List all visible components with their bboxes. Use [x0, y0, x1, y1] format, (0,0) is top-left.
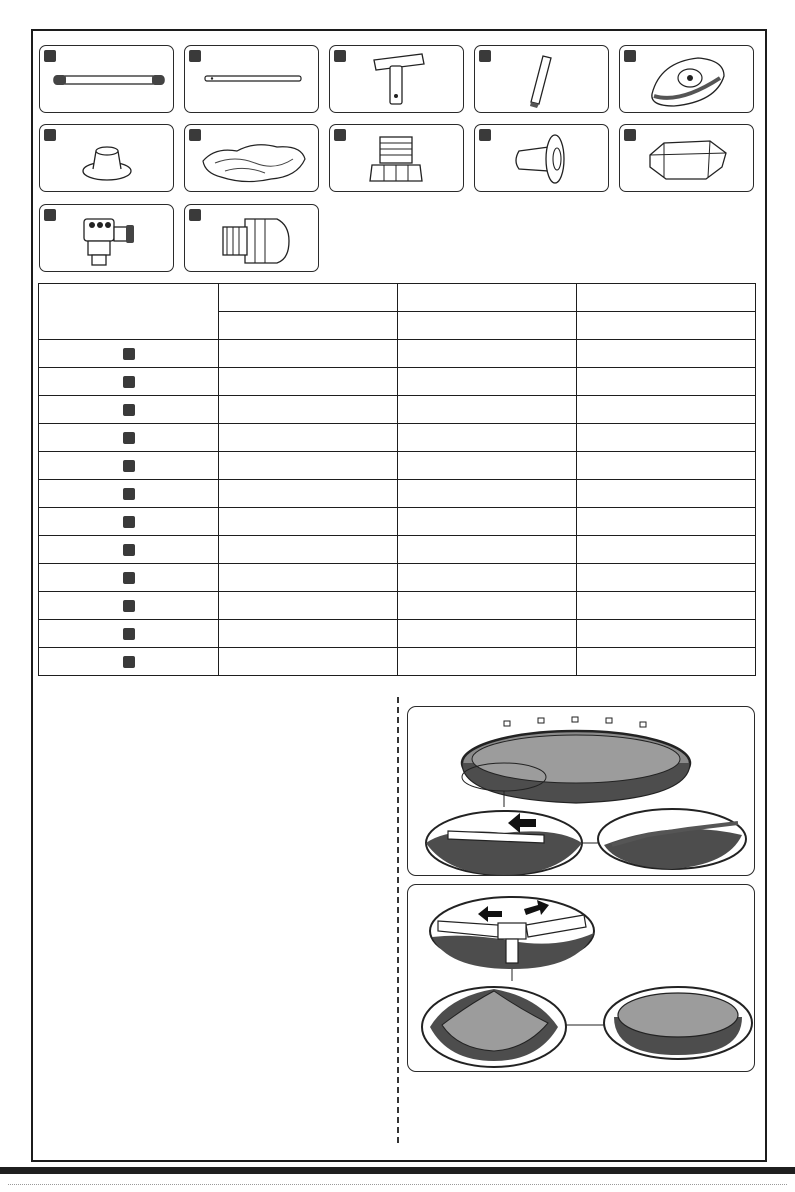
part-number-badge: [123, 348, 135, 360]
leg-cap-icon: [620, 46, 753, 112]
row-ref-cell: [39, 424, 219, 452]
table-header-main: [39, 284, 219, 340]
table-cell: [398, 480, 577, 508]
step-2-illustration: [407, 884, 755, 1072]
ground-cloth-icon: [185, 125, 318, 191]
washer-ring-icon: [40, 125, 173, 191]
table-cell: [219, 340, 398, 368]
part-washer-ring: [39, 124, 174, 192]
drain-valve-icon: [40, 205, 173, 271]
table-column-subhead: [219, 312, 398, 340]
part-drain-valve: [39, 204, 174, 272]
table-cell: [398, 592, 577, 620]
table-cell: [577, 564, 756, 592]
part-number-badge: [123, 572, 135, 584]
part-number-badge: [123, 544, 135, 556]
part-ground-cloth: [184, 124, 319, 192]
step-1-illustration: [407, 706, 755, 876]
hex-nut-icon: [620, 125, 753, 191]
table-cell: [398, 508, 577, 536]
part-number-badge: [123, 516, 135, 528]
table-row: [39, 424, 756, 452]
table-cell: [398, 536, 577, 564]
row-ref-cell: [39, 396, 219, 424]
table-header-row: [39, 284, 756, 312]
table-cell: [577, 368, 756, 396]
part-long-pipe: [39, 45, 174, 113]
table-column-subhead: [577, 312, 756, 340]
row-ref-cell: [39, 480, 219, 508]
row-ref-cell: [39, 648, 219, 676]
part-number-badge: [123, 460, 135, 472]
long-pipe-icon: [40, 46, 173, 112]
part-number-badge: [123, 376, 135, 388]
part-t-joint: [329, 45, 464, 113]
table-row: [39, 620, 756, 648]
page-cut-line: [8, 1184, 787, 1185]
table-cell: [577, 340, 756, 368]
table-cell: [398, 368, 577, 396]
table-cell: [219, 620, 398, 648]
table-cell: [577, 508, 756, 536]
table-cell: [398, 424, 577, 452]
table-cell: [577, 396, 756, 424]
table-row: [39, 396, 756, 424]
row-ref-cell: [39, 340, 219, 368]
thin-rod-icon: [185, 46, 318, 112]
part-number-badge: [123, 656, 135, 668]
table-row: [39, 536, 756, 564]
strainer-connector-icon: [330, 125, 463, 191]
table-cell: [398, 564, 577, 592]
table-cell: [219, 648, 398, 676]
page-bottom-rule: [0, 1167, 795, 1174]
table-cell: [219, 592, 398, 620]
part-thin-rod: [184, 45, 319, 113]
table-row: [39, 508, 756, 536]
table-cell: [577, 620, 756, 648]
row-ref-cell: [39, 508, 219, 536]
table-cell: [577, 452, 756, 480]
part-leg-cap: [619, 45, 754, 113]
part-hex-nut: [619, 124, 754, 192]
column-divider: [397, 697, 399, 1143]
table-row: [39, 648, 756, 676]
table-column-head: [398, 284, 577, 312]
threaded-fitting-icon: [185, 205, 318, 271]
part-strainer-connector: [329, 124, 464, 192]
table-row: [39, 564, 756, 592]
row-ref-cell: [39, 620, 219, 648]
table-row: [39, 452, 756, 480]
row-ref-cell: [39, 368, 219, 396]
row-ref-cell: [39, 592, 219, 620]
table-cell: [398, 648, 577, 676]
part-sleeve-flange: [474, 124, 609, 192]
pin-icon: [475, 46, 608, 112]
table-cell: [577, 424, 756, 452]
sleeve-flange-icon: [475, 125, 608, 191]
table-row: [39, 480, 756, 508]
part-number-badge: [123, 404, 135, 416]
table-column-head: [577, 284, 756, 312]
table-cell: [398, 620, 577, 648]
row-ref-cell: [39, 536, 219, 564]
part-number-badge: [123, 432, 135, 444]
table-cell: [219, 424, 398, 452]
part-number-badge: [123, 628, 135, 640]
table-cell: [577, 536, 756, 564]
table-cell: [398, 452, 577, 480]
row-ref-cell: [39, 452, 219, 480]
part-threaded-fitting: [184, 204, 319, 272]
table-cell: [398, 396, 577, 424]
parts-list-table: [38, 283, 756, 676]
table-row: [39, 340, 756, 368]
table-cell: [219, 508, 398, 536]
table-column-head: [219, 284, 398, 312]
t-joint-icon: [330, 46, 463, 112]
table-row: [39, 368, 756, 396]
table-cell: [219, 368, 398, 396]
part-number-badge: [123, 488, 135, 500]
table-cell: [219, 536, 398, 564]
part-number-badge: [123, 600, 135, 612]
part-pin: [474, 45, 609, 113]
table-cell: [398, 340, 577, 368]
pool-frame-tee-diagram: [408, 885, 754, 1071]
table-cell: [219, 452, 398, 480]
table-row: [39, 592, 756, 620]
table-cell: [577, 648, 756, 676]
table-cell: [577, 480, 756, 508]
table-cell: [219, 480, 398, 508]
table-cell: [219, 396, 398, 424]
table-cell: [577, 592, 756, 620]
table-cell: [219, 564, 398, 592]
pool-frame-insert-diagram: [408, 707, 754, 875]
table-column-subhead: [398, 312, 577, 340]
row-ref-cell: [39, 564, 219, 592]
